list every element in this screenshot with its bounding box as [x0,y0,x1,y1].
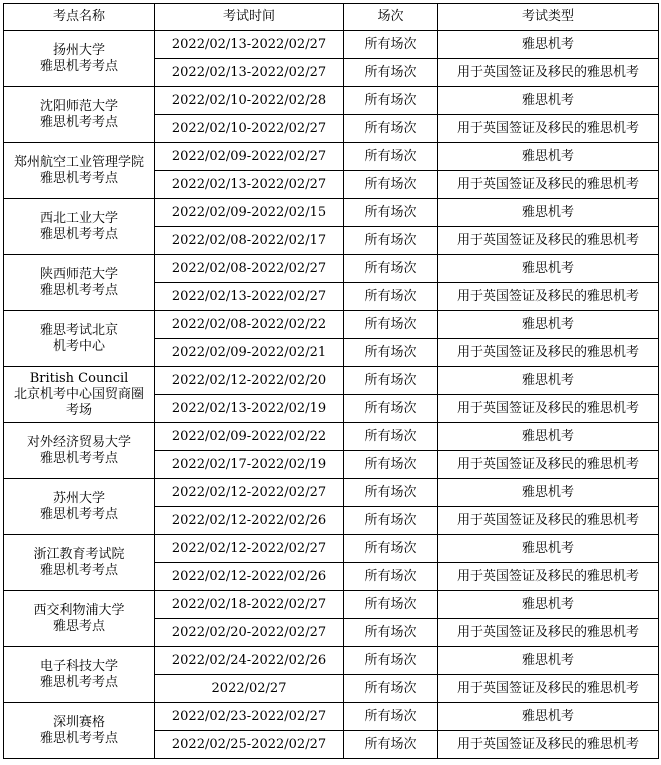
site-name-line: 北京机考中心国贸商圈 [13,386,144,402]
site-name-cell [4,199,155,255]
table-body [4,31,659,759]
exam-type-cell: 用于英国签证及移民的雅思机考 [438,507,659,535]
table-row [4,423,659,451]
exam-type-cell: 雅思机考 [438,31,659,59]
exam-date-cell: 2022/02/09-2022/02/21 [155,339,344,367]
exam-date-cell: 2022/02/27 [155,675,344,703]
table-row [4,591,659,619]
exam-type-cell: 用于英国签证及移民的雅思机考 [438,731,659,759]
site-name-cell [4,479,155,535]
site-name-line: 西交利物浦大学 [33,602,125,618]
site-name-line: 雅思机考考点 [39,506,118,522]
site-name-line: 机考中心 [52,338,105,354]
site-name-line: 雅思机考考点 [39,282,118,298]
site-name-line: 雅思机考考点 [39,58,118,74]
exam-date-cell: 2022/02/12-2022/02/27 [155,535,344,563]
table-header [4,4,659,31]
exam-date-cell: 2022/02/12-2022/02/27 [155,479,344,507]
table-row [4,311,659,339]
site-name-cell [4,703,155,759]
exam-type-cell: 雅思机考 [438,143,659,171]
header-site: 考点名称 [4,4,155,31]
exam-date-cell: 2022/02/12-2022/02/26 [155,563,344,591]
session-cell: 所有场次 [344,227,438,255]
exam-date-cell: 2022/02/13-2022/02/27 [155,31,344,59]
exam-type-cell: 雅思机考 [438,703,659,731]
exam-date-cell: 2022/02/24-2022/02/26 [155,647,344,675]
exam-type-cell: 雅思机考 [438,199,659,227]
site-name-line: British Council [29,370,129,386]
session-cell: 所有场次 [344,507,438,535]
exam-type-cell: 用于英国签证及移民的雅思机考 [438,563,659,591]
exam-date-cell: 2022/02/13-2022/02/27 [155,171,344,199]
site-name-line: 雅思机考考点 [39,226,118,242]
exam-type-cell: 雅思机考 [438,87,659,115]
site-name-line: 电子科技大学 [39,658,118,674]
exam-type-cell: 雅思机考 [438,591,659,619]
site-name-cell [4,255,155,311]
exam-type-cell: 用于英国签证及移民的雅思机考 [438,227,659,255]
exam-date-cell: 2022/02/09-2022/02/22 [155,423,344,451]
exam-type-cell: 用于英国签证及移民的雅思机考 [438,675,659,703]
session-cell: 所有场次 [344,59,438,87]
header-row [4,4,659,31]
site-name-line: 陕西师范大学 [39,266,118,282]
site-name-cell [4,31,155,87]
session-cell: 所有场次 [344,255,438,283]
exam-type-cell: 用于英国签证及移民的雅思机考 [438,395,659,423]
site-name-cell [4,311,155,367]
site-name-line: 郑州航空工业管理学院 [13,154,144,170]
site-name-cell [4,367,155,423]
table-row [4,535,659,563]
site-name-line: 苏州大学 [52,490,105,506]
session-cell: 所有场次 [344,367,438,395]
exam-date-cell: 2022/02/10-2022/02/27 [155,115,344,143]
session-cell: 所有场次 [344,591,438,619]
exam-date-cell: 2022/02/13-2022/02/27 [155,283,344,311]
site-name-line: 雅思考点 [52,618,105,634]
exam-date-cell: 2022/02/25-2022/02/27 [155,731,344,759]
table-row [4,199,659,227]
exam-type-cell: 用于英国签证及移民的雅思机考 [438,619,659,647]
exam-type-cell: 雅思机考 [438,367,659,395]
table-row [4,703,659,731]
site-name-line: 浙江教育考试院 [33,546,125,562]
session-cell: 所有场次 [344,143,438,171]
session-cell: 所有场次 [344,675,438,703]
exam-type-cell: 用于英国签证及移民的雅思机考 [438,451,659,479]
site-name-cell [4,535,155,591]
session-cell: 所有场次 [344,703,438,731]
site-name-line: 雅思机考考点 [39,730,118,746]
exam-type-cell: 雅思机考 [438,423,659,451]
exam-date-cell: 2022/02/09-2022/02/15 [155,199,344,227]
exam-type-cell: 用于英国签证及移民的雅思机考 [438,283,659,311]
site-name-cell [4,87,155,143]
exam-date-cell: 2022/02/08-2022/02/27 [155,255,344,283]
session-cell: 所有场次 [344,31,438,59]
site-name-line: 沈阳师范大学 [39,98,118,114]
exam-type-cell: 雅思机考 [438,647,659,675]
exam-type-cell: 雅思机考 [438,311,659,339]
exam-date-cell: 2022/02/08-2022/02/17 [155,227,344,255]
site-name-line: 雅思机考考点 [39,450,118,466]
site-name-line: 对外经济贸易大学 [26,434,131,450]
table-row [4,647,659,675]
session-cell: 所有场次 [344,619,438,647]
table-row [4,87,659,115]
exam-date-cell: 2022/02/12-2022/02/26 [155,507,344,535]
exam-type-cell: 雅思机考 [438,535,659,563]
exam-type-cell: 用于英国签证及移民的雅思机考 [438,339,659,367]
exam-type-cell: 雅思机考 [438,255,659,283]
table-row [4,31,659,59]
session-cell: 所有场次 [344,395,438,423]
table-row [4,143,659,171]
header-session: 场次 [344,4,438,31]
session-cell: 所有场次 [344,731,438,759]
exam-date-cell: 2022/02/08-2022/02/22 [155,311,344,339]
session-cell: 所有场次 [344,171,438,199]
session-cell: 所有场次 [344,563,438,591]
exam-type-cell: 雅思机考 [438,479,659,507]
site-name-line: 雅思机考考点 [39,674,118,690]
session-cell: 所有场次 [344,87,438,115]
site-name-line: 深圳赛格 [52,714,105,730]
site-name-cell [4,143,155,199]
session-cell: 所有场次 [344,115,438,143]
site-name-line: 扬州大学 [52,42,105,58]
exam-date-cell: 2022/02/13-2022/02/27 [155,59,344,87]
session-cell: 所有场次 [344,311,438,339]
site-name-line: 西北工业大学 [39,210,118,226]
exam-date-cell: 2022/02/12-2022/02/20 [155,367,344,395]
site-name-line: 雅思机考考点 [39,562,118,578]
session-cell: 所有场次 [344,451,438,479]
exam-date-cell: 2022/02/18-2022/02/27 [155,591,344,619]
exam-date-cell: 2022/02/20-2022/02/27 [155,619,344,647]
site-name-cell [4,591,155,647]
exam-type-cell: 用于英国签证及移民的雅思机考 [438,115,659,143]
exam-type-cell: 用于英国签证及移民的雅思机考 [438,59,659,87]
exam-schedule-table [3,3,659,759]
site-name-line: 雅思机考考点 [39,114,118,130]
exam-date-cell: 2022/02/23-2022/02/27 [155,703,344,731]
table-row [4,255,659,283]
site-name-line: 雅思机考考点 [39,170,118,186]
header-type: 考试类型 [438,4,659,31]
site-name-cell [4,647,155,703]
session-cell: 所有场次 [344,535,438,563]
site-name-line: 考场 [65,402,92,418]
exam-date-cell: 2022/02/10-2022/02/28 [155,87,344,115]
session-cell: 所有场次 [344,479,438,507]
exam-type-cell: 用于英国签证及移民的雅思机考 [438,171,659,199]
session-cell: 所有场次 [344,647,438,675]
exam-date-cell: 2022/02/09-2022/02/27 [155,143,344,171]
exam-date-cell: 2022/02/17-2022/02/19 [155,451,344,479]
table-row [4,479,659,507]
session-cell: 所有场次 [344,199,438,227]
session-cell: 所有场次 [344,423,438,451]
session-cell: 所有场次 [344,283,438,311]
site-name-line: 雅思考试北京 [39,322,118,338]
table-row [4,367,659,395]
site-name-cell [4,423,155,479]
session-cell: 所有场次 [344,339,438,367]
exam-date-cell: 2022/02/13-2022/02/19 [155,395,344,423]
header-date: 考试时间 [155,4,344,31]
